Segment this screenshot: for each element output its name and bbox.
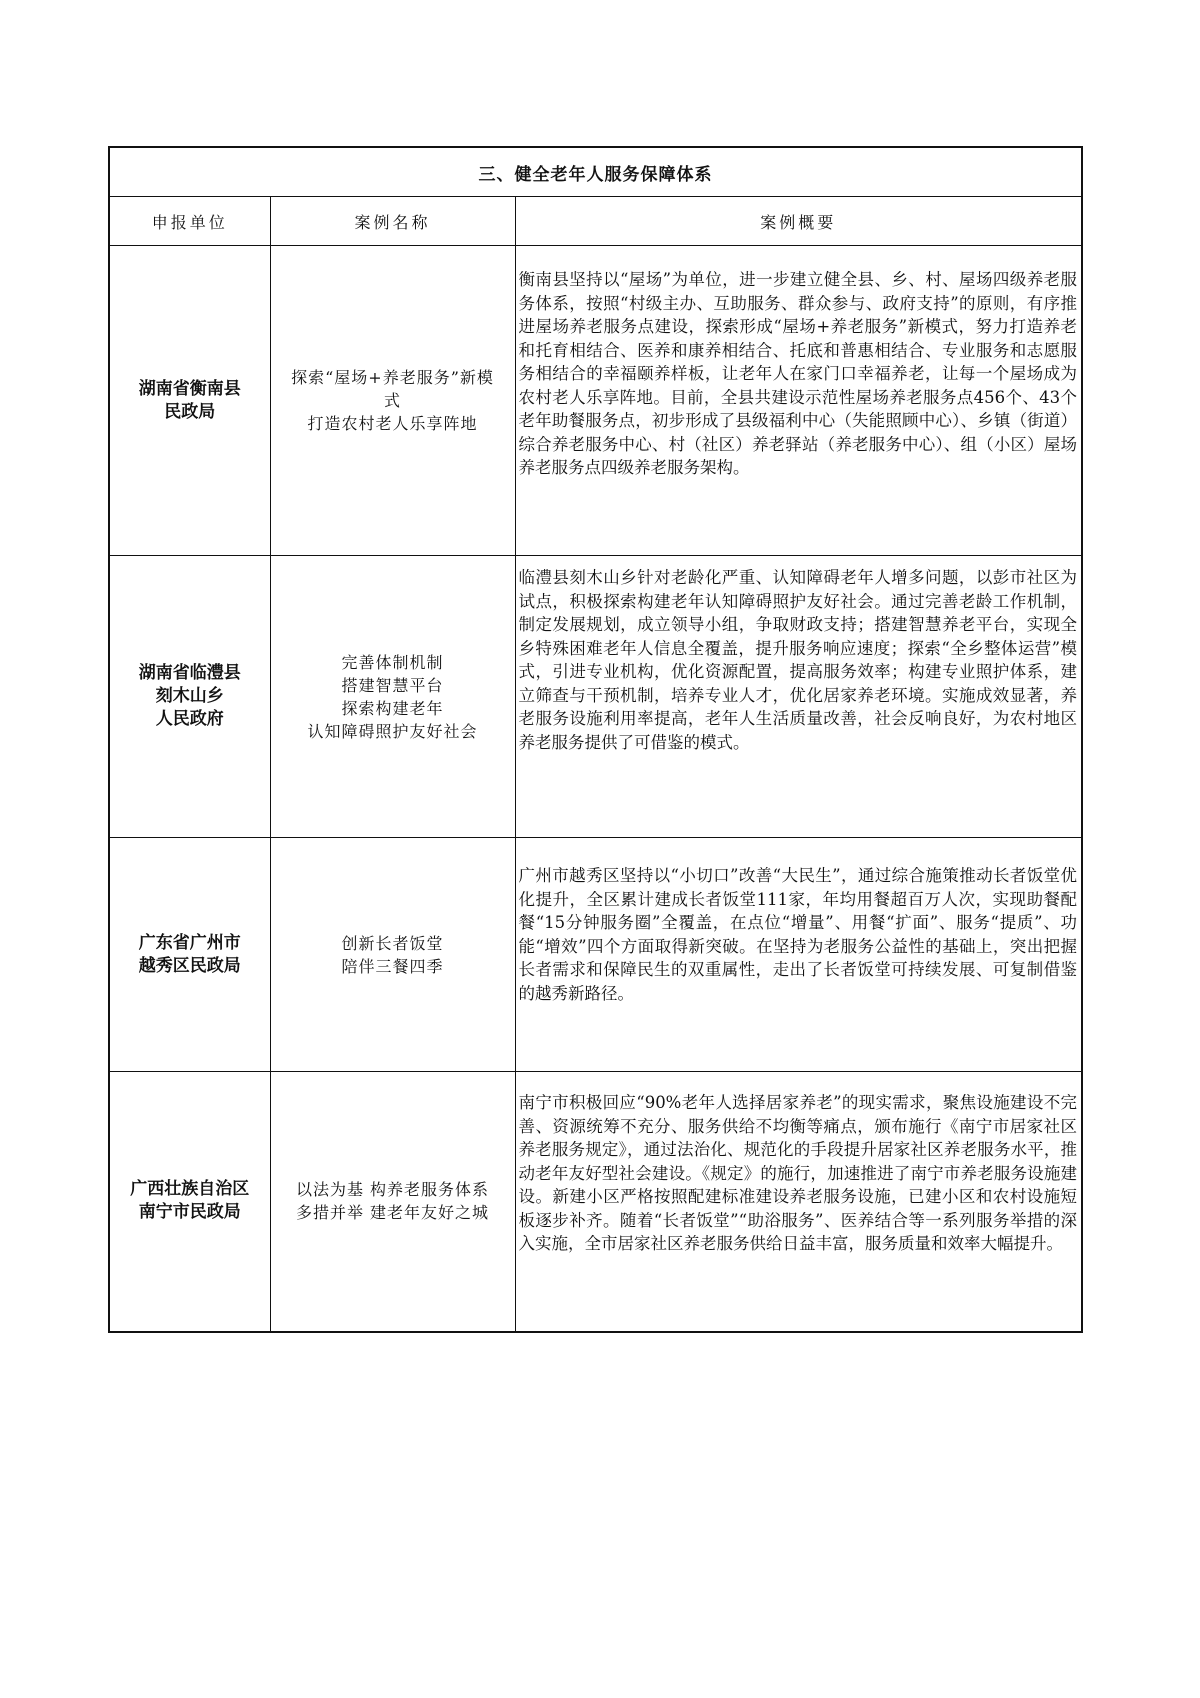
- case-table: [108, 146, 1083, 1333]
- section-title: 三、健全老年人服务保障体系: [109, 147, 1082, 197]
- case-name-cell: [270, 246, 515, 556]
- table-row: [109, 838, 1082, 1072]
- unit-line: 广东省广州市: [138, 932, 241, 953]
- unit-line: 刻木山乡: [155, 686, 224, 706]
- unit-line: 越秀区民政局: [138, 955, 241, 976]
- case-name-line: 探索构建老年: [341, 698, 444, 718]
- case-name-cell: [270, 838, 515, 1072]
- case-name-cell: [270, 1072, 515, 1332]
- table-row: [109, 556, 1082, 838]
- case-name-line: 搭建智慧平台: [341, 675, 444, 695]
- case-name-cell: [270, 556, 515, 838]
- case-summary-text: 临澧县刻木山乡针对老龄化严重、认知障碍老年人增多问题，以彭市社区为试点，积极探索构建老年认知障碍照护友好社会。通过完善老龄工作机制，制定发展规划，成立领导小组，争取财政支持；搭建智慧养老平台，实现全乡特殊困难老年人信息全覆盖，提升服务响应速度；探索“全乡整体运营”模式，引进专业机构，优化资源配置，提高服务效率；构建专业照护体系，建立筛查与干预机制，培养专业人才，优化居家养老环境。实施成效显著，养老服务设施利用率提高，老年人生活质量改善，社会反响良好，为农村地区养老服务提供了可借鉴的模式。: [518, 568, 1078, 752]
- unit-line: 湖南省衡南县: [138, 378, 241, 399]
- case-summary-cell: [515, 556, 1082, 838]
- column-header-name: 案例名称: [270, 197, 515, 246]
- unit-cell: [109, 838, 270, 1072]
- column-header-summary: 案例概要: [515, 197, 1082, 246]
- table-row: [109, 246, 1082, 556]
- case-name-line: 式: [383, 391, 401, 410]
- case-name-line: 探索“屋场+养老服务”新模: [291, 368, 494, 387]
- table-row: [109, 1072, 1082, 1332]
- column-header-unit: 申报单位: [109, 197, 270, 246]
- case-summary-cell: [515, 838, 1082, 1072]
- case-summary-text: 衡南县坚持以“屋场”为单位，进一步建立健全县、乡、村、屋场四级养老服务体系，按照“村级主办、互助服务、群众参与、政府支持”的原则，有序推进屋场养老服务点建设，探索形成“屋场+养老服务”新模式，努力打造养老和托育相结合、医养和康养相结合、托底和普惠相结合、专业服务和志愿服务相结合的幸福颐养样板，让老年人在家门口幸福养老，让每一个屋场成为农村老人乐享阵地。目前，全县共建设示范性屋场养老服务点456个、43个老年助餐服务点，初步形成了县级福利中心（失能照顾中心）、乡镇（街道）综合养老服务中心、村（社区）养老驿站（养老服务中心）、组（小区）屋场养老服务点四级养老服务架构。: [518, 270, 1078, 477]
- case-name-line: 陪伴三餐四季: [341, 956, 444, 976]
- case-summary-cell: [515, 246, 1082, 556]
- case-name-line: 认知障碍照护友好社会: [307, 721, 478, 741]
- unit-cell: [109, 246, 270, 556]
- case-name-line: 多措并举 建老年友好之城: [295, 1203, 490, 1223]
- case-name-line: 创新长者饭堂: [341, 933, 444, 953]
- unit-line: 人民政府: [155, 709, 224, 729]
- unit-cell: [109, 556, 270, 838]
- case-name-line: 打造农村老人乐享阵地: [307, 414, 478, 433]
- case-summary-text: 南宁市积极回应“90%老年人选择居家养老”的现实需求，聚焦设施建设不完善、资源统筹不充分、服务供给不均衡等痛点，颁布施行《南宁市居家社区养老服务规定》，通过法治化、规范化的手段提升居家社区养老服务水平，推动老年友好型社会建设。《规定》的施行，加速推进了南宁市养老服务设施建设。新建小区严格按照配建标准建设养老服务设施，已建小区和农村设施短板逐步补齐。随着“长者饭堂”“助浴服务”、医养结合等一系列服务举措的深入实施，全市居家社区养老服务供给日益丰富，服务质量和效率大幅提升。: [518, 1093, 1078, 1253]
- unit-cell: [109, 1072, 270, 1332]
- unit-line: 广西壮族自治区: [130, 1179, 250, 1200]
- case-name-line: 以法为基 构养老服务体系: [295, 1180, 490, 1200]
- unit-line: 南宁市民政局: [138, 1202, 241, 1223]
- unit-line: 民政局: [164, 401, 216, 422]
- case-summary-text: 广州市越秀区坚持以“小切口”改善“大民生”，通过综合施策推动长者饭堂优化提升，全区累计建成长者饭堂111家，年均用餐超百万人次，实现助餐配餐“15分钟服务圈”全覆盖，在点位“增量”、用餐“扩面”、服务“提质”、功能“增效”四个方面取得新突破。在坚持为老服务公益性的基础上，突出把握长者需求和保障民生的双重属性，走出了长者饭堂可持续发展、可复制借鉴的越秀新路径。: [518, 866, 1078, 1003]
- case-summary-cell: [515, 1072, 1082, 1332]
- unit-line: 湖南省临澧县: [138, 663, 241, 683]
- case-name-line: 完善体制机制: [341, 652, 444, 672]
